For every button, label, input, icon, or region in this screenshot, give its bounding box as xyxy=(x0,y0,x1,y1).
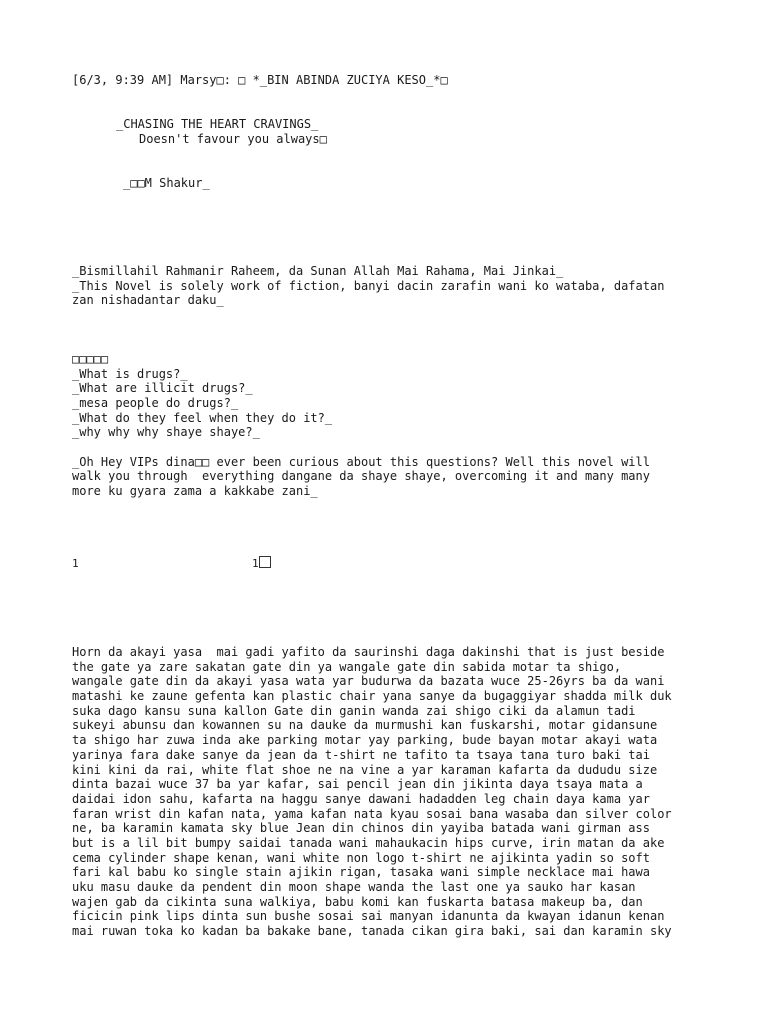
body-line: wajen gab da cikinta suna walkiya, babu komi kan fuskarta batasa makeup ba, dan xyxy=(72,894,643,909)
body-line: suka dago kansu suna kallon Gate din ganin wanda zai shigo ciki da alamun tadi xyxy=(72,703,636,718)
hook-line: more ku gyara zama a kakkabe zani_ xyxy=(72,484,318,498)
body-line: faran wrist din kafan nata, yama kafan nata kyau sosai bana wasaba dan silver color xyxy=(72,806,672,821)
novel-tagline: Doesn't favour you always□ xyxy=(139,132,327,146)
body-line: fari kal babu ko single stain ajikin rigan, tasaka wani simple necklace mai hawa xyxy=(72,865,650,880)
disclaimer-line-1: _This Novel is solely work of fiction, banyi dacin zarafin wani ko wataba, dafatan xyxy=(72,279,665,293)
body-line: sukeyi abunsu dan kowannen su na dauke da murmushi kan fuskarshi, motar gidansune xyxy=(72,718,658,733)
body-line: ne, ba karamin kamata sky blue Jean din chinos din yayiba batada wani girman ass xyxy=(72,821,650,836)
body-line: ficicin pink lips dinta sun bushe sosai sai manyan idanunta da kwayan idanun kenan xyxy=(72,909,665,924)
body-line: matashi ke zaune gefenta kan plastic chair yana sanye da bugaggiyar shadda milk duk xyxy=(72,689,672,704)
disclaimer-line-2: zan nishadantar daku_ xyxy=(72,293,224,307)
question-marker: □□□□□ xyxy=(72,352,109,366)
chat-header: [6/3, 9:39 AM] Marsy□: □ *_BIN ABINDA ZUCIYA KESO_*□ xyxy=(72,73,448,87)
body-line: yarinya fara dake sanye da jean da t-shirt ne tafito ta tsaya tana turo baki tai xyxy=(72,747,650,762)
question-item: _What are illicit drugs?_ xyxy=(72,381,253,395)
body-line: daidai idon sahu, kafarta na haggu sanye dawani hadadden leg chain daya kama yar xyxy=(72,791,650,806)
body-line: dinta bazai wuce 37 ba yar kafar, sai pencil jean din jikinta daya tsaya mata a xyxy=(72,777,643,792)
missing-glyph-icon xyxy=(259,556,271,568)
bismillah-line: _Bismillahil Rahmanir Raheem, da Sunan Allah Mai Rahama, Mai Jinkai_ xyxy=(72,264,564,278)
chapter-marker-right: 1 xyxy=(252,556,271,571)
body-line: kini kini da rai, white flat shoe ne na vine a yar karaman kafarta da dududu size xyxy=(72,762,658,777)
body-line: but is a lil bit bumpy saidai tanada wani mahaukacin hips curve, irin matan da ake xyxy=(72,835,665,850)
chapter-marker-left: 1 xyxy=(72,557,79,570)
novel-title: _CHASING THE HEART CRAVINGS_ xyxy=(116,117,319,131)
hook-line: _Oh Hey VIPs dina□□ ever been curious about this questions? Well this novel will xyxy=(72,455,650,469)
question-item: _What is drugs?_ xyxy=(72,367,188,381)
body-line: uku masu dauke da pendent din moon shape wanda the last one ya sauko har kasan xyxy=(72,880,636,894)
body-line: the gate ya zare sakatan gate din ya wangale gate din sabida motar ta shigo, xyxy=(72,659,622,674)
question-item: _What do they feel when they do it?_ xyxy=(72,411,333,425)
body-line: Horn da akayi yasa mai gadi yafito da saurinshi daga dakinshi that is just beside xyxy=(72,645,665,659)
author-line: _□□M Shakur_ xyxy=(123,176,210,190)
hook-line: walk you through everything dangane da shaye shaye, overcoming it and many many xyxy=(72,469,650,483)
body-line: cema cylinder shape kenan, wani white non logo t-shirt ne ajikinta yadin so soft xyxy=(72,850,650,865)
body-line: mai ruwan toka ko kadan ba bakake bane, tanada cikan gira baki, sai dan karamin sky xyxy=(72,924,672,939)
question-item: _mesa people do drugs?_ xyxy=(72,396,239,410)
body-line: wangale gate din da akayi yasa wata yar budurwa da bazata wuce 25-26yrs ba da wani xyxy=(72,674,665,689)
question-item: _why why why shaye shaye?_ xyxy=(72,425,260,439)
body-line: ta shigo har zuwa inda ake parking motar yay parking, bude bayan motar akayi wata xyxy=(72,733,658,748)
novel-body xyxy=(72,645,672,939)
